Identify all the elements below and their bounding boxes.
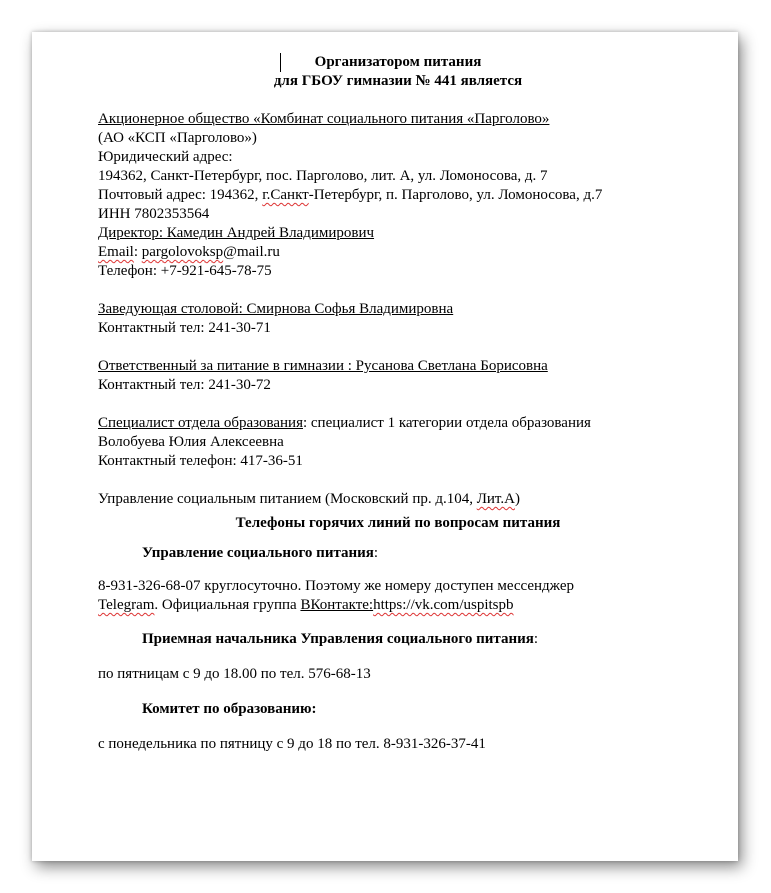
org-short-name: (АО «КСП «Парголово»)	[98, 130, 257, 146]
responsible-person: Ответственный за питание в гимназии : Русанова Светлана Борисовна	[98, 358, 548, 374]
management-address	[98, 490, 678, 509]
responsible-phone: Контактный тел: 241-30-72	[98, 377, 271, 393]
phone: Телефон: +7-921-645-78-75	[98, 263, 272, 279]
section3-title: Комитет по образованию:	[142, 701, 317, 717]
postal-prefix: Почтовый адрес: 194362,	[98, 187, 263, 203]
section1-heading	[98, 544, 678, 563]
email-user: pargolovoksp	[141, 244, 224, 260]
specialist-line	[98, 414, 678, 433]
management-prefix: Управление социальным питанием (Московский пр. д.104,	[98, 491, 477, 507]
postal-rest: -Петербург, п. Парголово, ул. Ломоносова, д.7	[308, 187, 603, 203]
specialist-phone: Контактный телефон: 417-36-51	[98, 453, 303, 469]
section1-colon: :	[373, 545, 379, 561]
title-line-1: Организатором питания	[314, 54, 482, 70]
email-line	[98, 243, 678, 262]
section2-heading	[98, 630, 678, 649]
canteen-head: Заведующая столовой: Смирнова Софья Владимировна	[98, 301, 454, 317]
email-label: Email	[98, 244, 134, 260]
inn: ИНН 7802353564	[98, 206, 210, 222]
document-page	[32, 32, 738, 861]
section1-title: Управление социального питания	[142, 545, 374, 561]
telegram-word: Telegram	[98, 597, 155, 613]
legal-address-label: Юридический адрес:	[98, 149, 233, 165]
title-line-2: для ГБОУ гимназии № 441 является	[273, 73, 523, 89]
section3-text: с понедельника по пятницу с 9 до 18 по тел. 8-931-326-37-41	[98, 736, 486, 752]
management-lit: Лит.А	[476, 491, 515, 507]
document-content	[98, 53, 678, 754]
section2-text: по пятницам с 9 до 18.00 по тел. 576-68-13	[98, 666, 371, 682]
specialist-rest: : специалист 1 категории отдела образования	[302, 415, 591, 431]
specialist-label: Специалист отдела образования	[98, 415, 303, 431]
section1-line-2	[98, 596, 678, 615]
director: Директор: Камедин Андрей Владимирович	[98, 225, 375, 241]
legal-address: 194362, Санкт-Петербург, пос. Парголово, лит. А, ул. Ломоносова, д. 7	[98, 168, 548, 184]
section2-title: Приемная начальника Управления социального питания	[142, 631, 534, 647]
vk-label: ВКонтакте:	[300, 597, 374, 613]
canteen-phone: Контактный тел: 241-30-71	[98, 320, 271, 336]
org-name: Акционерное общество «Комбинат социального питания «Парголово»	[98, 111, 550, 127]
postal-address	[98, 186, 678, 205]
section1-line-1: 8-931-326-68-07 круглосуточно. Поэтому же номеру доступен мессенджер	[98, 578, 575, 594]
specialist-name: Волобуева Юлия Алексеевна	[98, 434, 284, 450]
email-domain: @mail.ru	[223, 244, 280, 260]
vk-link[interactable]: https://vk.com/uspitspb	[373, 597, 514, 613]
postal-city: г.Санкт	[262, 187, 309, 203]
section2-colon: :	[533, 631, 539, 647]
email-separator: :	[133, 244, 142, 260]
hotlines-title: Телефоны горячих линий по вопросам питания	[235, 515, 561, 531]
section1-mid: . Официальная группа	[154, 597, 301, 613]
management-suffix: )	[514, 491, 520, 507]
